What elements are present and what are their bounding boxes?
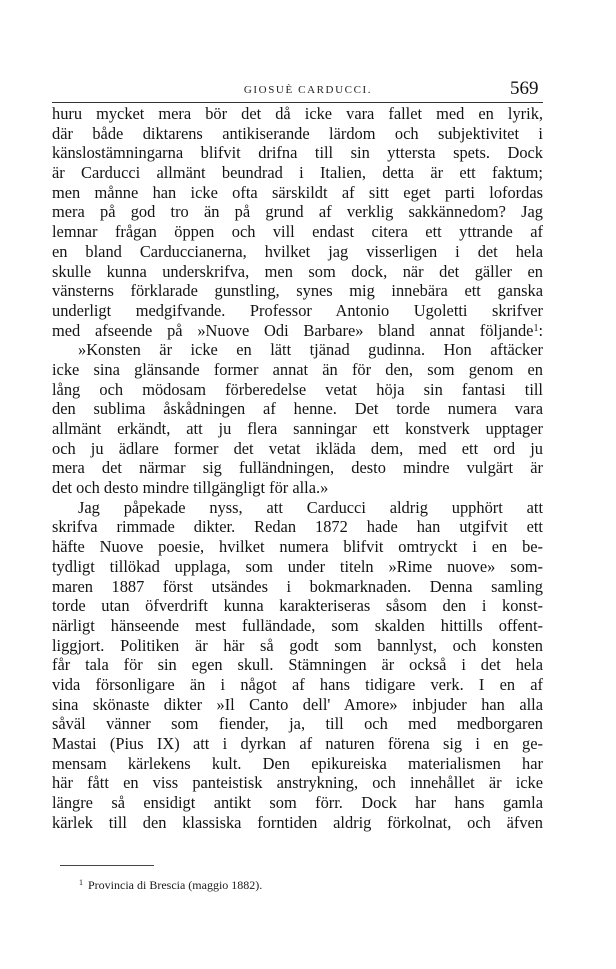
footnote-rule xyxy=(60,865,154,866)
text-line: maren 1887 först utsändes i bokmarknaden. Denna samling xyxy=(52,576,543,596)
footnote-text: Provincia di Brescia (maggio 1882). xyxy=(88,878,263,892)
text-line: lemnar frågan öppen och vill endast citera ett yttrande af xyxy=(52,222,543,242)
text-line: mensam kärlekens kult. Den epikureiska materialismen har xyxy=(52,753,543,773)
text-line-with-footnote-ref xyxy=(52,321,543,341)
header-rule xyxy=(52,102,543,103)
text-line: skulle kunna underskrifva, men som dock, när det gäller en xyxy=(52,261,543,281)
text-line: det och desto mindre tillgängligt för alla.» xyxy=(52,478,329,498)
text-line: en bland Carduccianerna, hvilket jag visserligen i det hela xyxy=(52,241,543,261)
text-line: den sublima åskådningen af henne. Det torde numera vara xyxy=(52,399,543,419)
text-line: liggjort. Politiken är här så godt som bannlyst, och konsten xyxy=(52,635,543,655)
text-line: känslostämningarna blifvit drifna till sin yttersta spets. Dock xyxy=(52,143,543,163)
text-line: mera på god tro än på grund af verklig sakkännedom? Jag xyxy=(52,202,543,222)
text-line: här fått en viss panteistisk anstrykning, och innehållet är icke xyxy=(52,773,543,793)
text-line: kärlek till den klassiska forntiden aldrig förkolnat, och äfven xyxy=(52,812,543,832)
running-title: GIOSUÈ CARDUCCI. xyxy=(243,84,373,96)
text-line: där både diktarens antikiserande lärdom och subjektivitet i xyxy=(52,123,543,143)
text-line: tydligt tillökad upplaga, som under titeln »Rime nuove» som- xyxy=(52,556,543,576)
footnote xyxy=(79,878,262,893)
text-line: men månne han icke ofta särskildt af sitt eget parti lofordas xyxy=(52,182,543,202)
text-line: häfte Nuove poesie, hvilket numera blifvit omtryckt i en be- xyxy=(52,537,543,557)
text-line: vida försonligare än i något af hans tidigare verk. I en af xyxy=(52,674,543,694)
text-line: närligt hänseende mest fulländade, som skalden hittills offent- xyxy=(52,615,543,635)
text-line: allmänt erkändt, att ju flera sanningar ett konstverk upptager xyxy=(52,419,543,438)
text-line: såväl vänner som fiender, ja, till och med medborgaren xyxy=(52,714,543,734)
text-line: icke sina glänsande former annat än för den, som genom en xyxy=(52,359,543,379)
page-number: 569 xyxy=(510,78,539,99)
text-line: vänsterns förklarade gunstling, synes mig innebära ett ganska xyxy=(52,281,543,301)
text-line: mera det närmar sig fulländningen, desto mindre vulgärt är xyxy=(52,458,543,478)
footnote-marker: 1 xyxy=(79,878,83,887)
text-line: Jag påpekade nyss, att Carducci aldrig upphört att xyxy=(78,497,543,517)
body-text xyxy=(52,104,543,832)
text-line: får tala för sin egen skull. Stämningen är också i det hela xyxy=(52,655,543,675)
text-line: Mastai (Pius IX) att i dyrkan af naturen förena sig i en ge- xyxy=(52,734,543,753)
text-line: sina skönaste dikter »Il Canto dell' Amore» inbjuder han alla xyxy=(52,694,543,714)
text-line: skrifva rimmade dikter. Redan 1872 hade han utgifvit ett xyxy=(52,517,543,537)
text-line: huru mycket mera bör det då icke vara fallet med en lyrik, xyxy=(52,104,543,123)
text-line: torde utan öfverdrift kunna karakteriseras såsom den i konst- xyxy=(52,596,543,616)
text-line: »Konsten är icke en lätt tjänad gudinna. Hon aftäcker xyxy=(78,340,543,360)
footnote-reference: 1 xyxy=(533,322,539,334)
text-line: och ju ädlare former det vetat ikläda dem, med ett ord ju xyxy=(52,438,543,458)
text-line: lång och mödosam förberedelse vetat höja sin fantasi till xyxy=(52,379,543,399)
text-line: är Carducci allmänt beundrad i Italien, detta är ett faktum; xyxy=(52,163,543,183)
text-line: längre så ensidigt antikt som förr. Dock har hans gamla xyxy=(52,793,543,813)
text-line-content: med afseende på »Nuove Odi Barbare» bland annat följande xyxy=(52,320,534,340)
footnote-ref-colon: : xyxy=(538,320,543,340)
text-line: underligt medgifvande. Professor Antonio Ugoletti skrifver xyxy=(52,300,543,320)
